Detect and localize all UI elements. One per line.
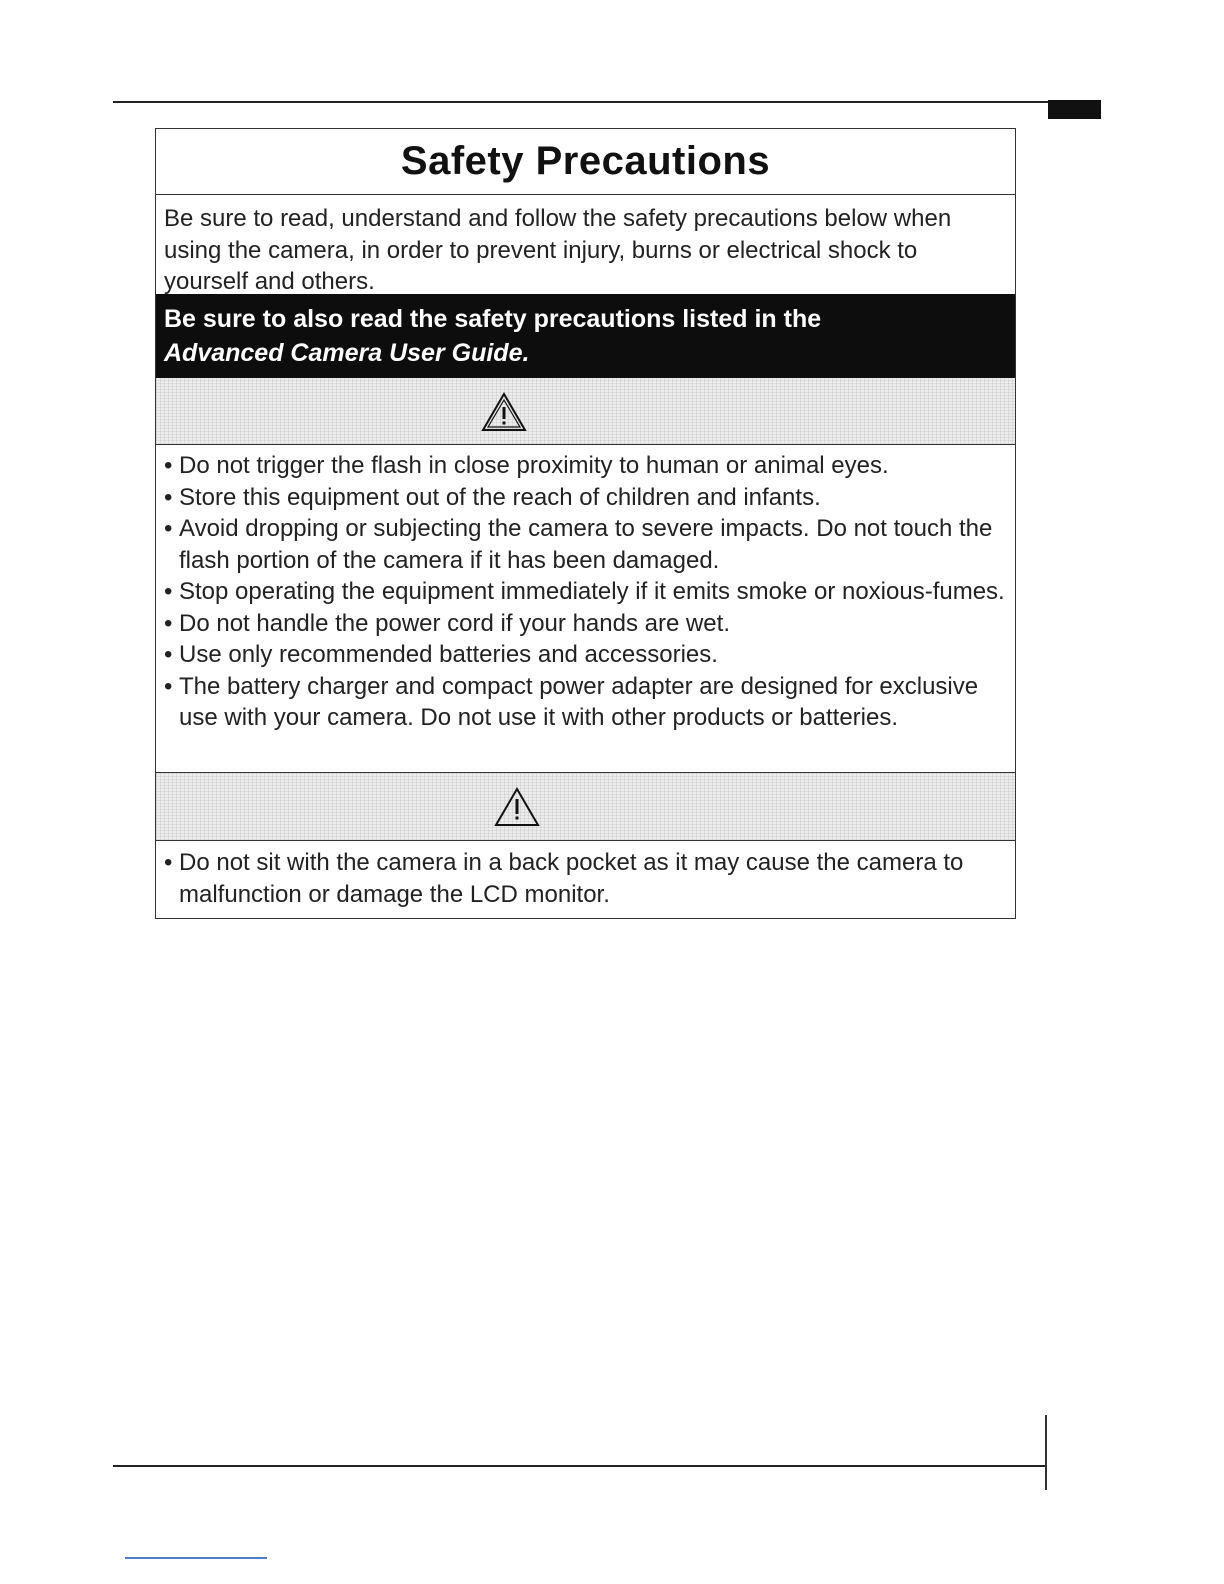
- caution-list: [156, 841, 1015, 910]
- list-item: • Avoid dropping or subjecting the camera to severe impacts. Do not touch the flash portion of the camera if it has been damaged.: [164, 513, 1009, 576]
- footer-line: [125, 1557, 267, 1559]
- list-item: • Store this equipment out of the reach of children and infants.: [164, 482, 1009, 514]
- guide-title: Advanced Camera User Guide.: [164, 339, 530, 367]
- caution-triangle-icon: [494, 787, 540, 827]
- list-item: • Use only recommended batteries and accessories.: [164, 639, 1009, 671]
- warning-header: [156, 378, 1015, 445]
- safety-box: [155, 128, 1016, 919]
- list-item: • Do not trigger the flash in close proximity to human or animal eyes.: [164, 450, 1009, 482]
- margin-tick: [1045, 1415, 1047, 1490]
- top-rule: [113, 101, 1048, 103]
- caution-header: [156, 772, 1015, 841]
- page-tab-marker: [1048, 100, 1101, 119]
- page-title: Safety Precautions: [156, 129, 1015, 195]
- list-item: • Do not sit with the camera in a back pocket as it may cause the camera to malfunction or damage the LCD monitor.: [164, 847, 1009, 910]
- list-item: • The battery charger and compact power adapter are designed for exclusive use with your camera. Do not use it with other products or batteries.: [164, 671, 1009, 734]
- notice-line: Be sure to also read the safety precautions listed in the: [164, 305, 822, 333]
- list-item: • Stop operating the equipment immediately if it emits smoke or noxious-fumes.: [164, 576, 1009, 608]
- warning-list: [156, 445, 1015, 772]
- intro-text: Be sure to read, understand and follow the safety precautions below when using the camera, in order to prevent injury, burns or electrical shock to yourself and others.: [164, 205, 952, 295]
- bottom-rule: [113, 1465, 1045, 1467]
- advanced-guide-notice: [156, 294, 1015, 378]
- list-item: • Do not handle the power cord if your hands are wet.: [164, 608, 1009, 640]
- warning-triangle-icon: [481, 392, 527, 432]
